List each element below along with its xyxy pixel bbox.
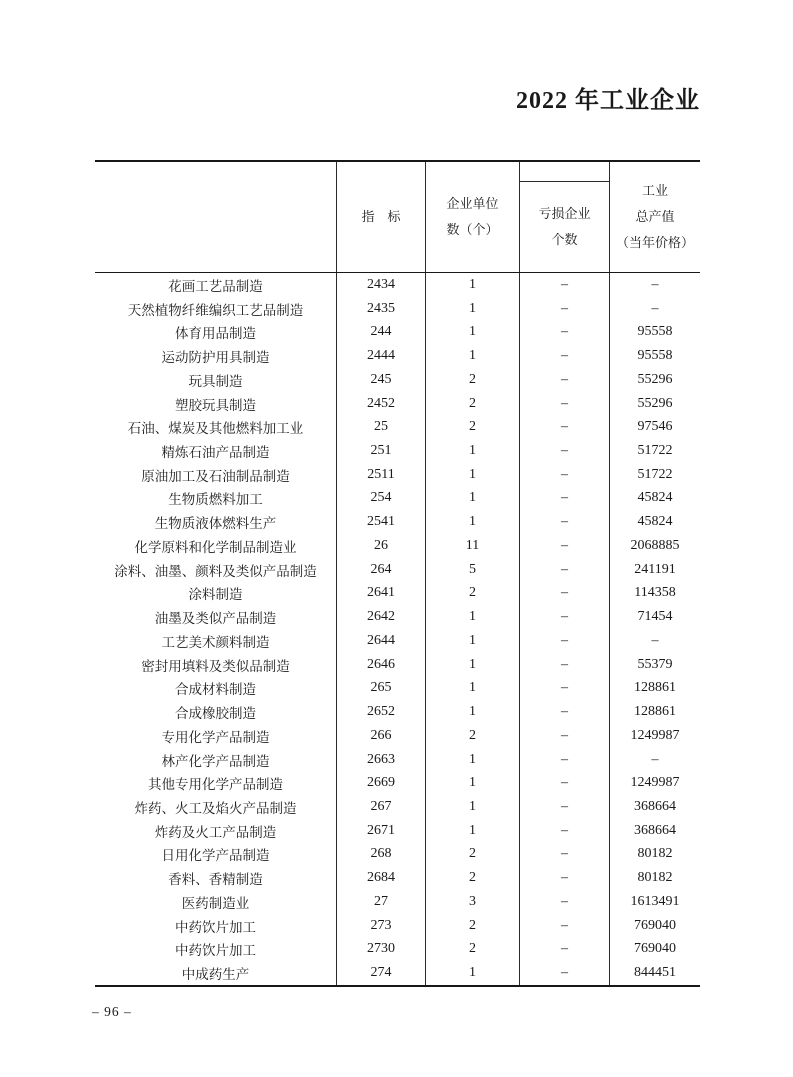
cell-gross-output: 769040	[634, 917, 676, 933]
table-row	[95, 534, 700, 558]
cell-indicator-code: 266	[337, 724, 426, 748]
cell-enterprise-units: 1	[426, 510, 520, 534]
cell-enterprise-units: 1	[426, 676, 520, 700]
table-row	[95, 510, 700, 534]
cell-indicator-code: 2646	[337, 653, 426, 677]
header-indicator-label: 指 标	[361, 209, 401, 224]
table-row	[95, 463, 700, 487]
table-row	[95, 819, 700, 843]
cell-enterprise-units: 2	[426, 415, 520, 439]
cell-enterprise-units: 2	[426, 938, 520, 962]
cell-indicator-code: 2669	[337, 771, 426, 795]
table-row	[95, 439, 700, 463]
cell-gross-output: 55379	[637, 656, 673, 672]
page-number: – 96 –	[92, 1004, 132, 1019]
header-loss-line1: 亏损企业	[538, 206, 591, 221]
cell-indicator-code: 268	[337, 843, 426, 867]
cell-enterprise-units: 1	[426, 771, 520, 795]
cell-industry-name: 工艺美术颜料制造	[95, 629, 337, 653]
cell-loss-enterprises: –	[520, 795, 610, 819]
cell-gross-output: 80182	[637, 870, 673, 886]
cell-industry-name: 中药饮片加工	[95, 914, 337, 938]
cell-indicator-code: 2663	[337, 748, 426, 772]
cell-industry-name: 涂料、油墨、颜料及类似产品制造	[95, 558, 337, 582]
cell-industry-name: 玩具制造	[95, 368, 337, 392]
table-row	[95, 914, 700, 938]
cell-loss-enterprises: –	[520, 415, 610, 439]
cell-loss-enterprises: –	[520, 368, 610, 392]
cell-industry-name: 专用化学产品制造	[95, 724, 337, 748]
cell-industry-name: 日用化学产品制造	[95, 843, 337, 867]
cell-gross-output: 45824	[637, 514, 673, 530]
header-loss-label	[538, 182, 590, 272]
cell-loss-enterprises: –	[520, 320, 610, 344]
cell-industry-name: 香料、香精制造	[95, 866, 337, 890]
cell-loss-enterprises: –	[520, 700, 610, 724]
cell-industry-name: 涂料制造	[95, 582, 337, 606]
cell-indicator-code: 25	[337, 415, 426, 439]
header-loss-enterprises	[520, 162, 610, 272]
cell-indicator-code: 2652	[337, 700, 426, 724]
cell-industry-name: 合成橡胶制造	[95, 700, 337, 724]
cell-indicator-code: 2644	[337, 629, 426, 653]
cell-industry-name: 炸药、火工及焰火产品制造	[95, 795, 337, 819]
cell-industry-name: 原油加工及石油制品制造	[95, 463, 337, 487]
cell-industry-name: 医药制造业	[95, 890, 337, 914]
cell-gross-output: 128861	[634, 704, 676, 720]
cell-indicator-code: 251	[337, 439, 426, 463]
cell-industry-name: 生物质燃料加工	[95, 487, 337, 511]
cell-gross-output: 769040	[634, 941, 676, 957]
page-title: 2022 年工业企业	[516, 88, 700, 114]
cell-loss-enterprises: –	[520, 510, 610, 534]
cell-enterprise-units: 2	[426, 843, 520, 867]
cell-gross-output: 45824	[637, 490, 673, 506]
cell-loss-enterprises: –	[520, 558, 610, 582]
table-body	[95, 273, 700, 985]
cell-industry-name: 油墨及类似产品制造	[95, 605, 337, 629]
cell-indicator-code: 267	[337, 795, 426, 819]
cell-gross-output: 1249987	[630, 775, 680, 791]
cell-loss-enterprises: –	[520, 914, 610, 938]
table-row	[95, 605, 700, 629]
table-row	[95, 320, 700, 344]
cell-enterprise-units: 1	[426, 629, 520, 653]
cell-indicator-code: 2435	[337, 297, 426, 321]
cell-gross-output: 368664	[634, 822, 676, 838]
cell-gross-output: 55296	[637, 371, 673, 387]
table-row	[95, 771, 700, 795]
header-units-line2: 数（个）	[446, 222, 499, 237]
table-row	[95, 629, 700, 653]
cell-indicator-code: 265	[337, 676, 426, 700]
cell-enterprise-units: 1	[426, 487, 520, 511]
cell-industry-name: 天然植物纤维编织工艺品制造	[95, 297, 337, 321]
cell-industry-name: 炸药及火工产品制造	[95, 819, 337, 843]
cell-loss-enterprises: –	[520, 582, 610, 606]
cell-industry-name: 合成材料制造	[95, 676, 337, 700]
cell-enterprise-units: 1	[426, 795, 520, 819]
cell-enterprise-units: 2	[426, 914, 520, 938]
cell-gross-output: 2068885	[630, 537, 680, 553]
cell-industry-name: 化学原料和化学制品制造业	[95, 534, 337, 558]
cell-indicator-code: 2730	[337, 938, 426, 962]
cell-gross-output: –	[651, 276, 659, 292]
cell-industry-name: 花画工艺品制造	[95, 273, 337, 297]
cell-enterprise-units: 2	[426, 582, 520, 606]
table-row	[95, 558, 700, 582]
table-row	[95, 795, 700, 819]
cell-gross-output: –	[651, 300, 659, 316]
cell-gross-output: 97546	[637, 419, 673, 435]
industry-statistics-table	[95, 160, 700, 987]
table-row	[95, 724, 700, 748]
cell-enterprise-units: 1	[426, 297, 520, 321]
cell-indicator-code: 2642	[337, 605, 426, 629]
cell-gross-output: 51722	[637, 466, 673, 482]
cell-loss-enterprises: –	[520, 866, 610, 890]
cell-loss-enterprises: –	[520, 297, 610, 321]
table-row	[95, 392, 700, 416]
cell-indicator-code: 2434	[337, 273, 426, 297]
cell-industry-name: 体育用品制造	[95, 320, 337, 344]
cell-enterprise-units: 1	[426, 320, 520, 344]
cell-loss-enterprises: –	[520, 676, 610, 700]
cell-enterprise-units: 1	[426, 439, 520, 463]
cell-loss-enterprises: –	[520, 534, 610, 558]
cell-gross-output: 1249987	[630, 727, 680, 743]
cell-indicator-code: 273	[337, 914, 426, 938]
cell-loss-enterprises: –	[520, 938, 610, 962]
cell-enterprise-units: 2	[426, 392, 520, 416]
cell-indicator-code: 26	[337, 534, 426, 558]
cell-loss-enterprises: –	[520, 605, 610, 629]
cell-industry-name: 中药饮片加工	[95, 938, 337, 962]
table-header	[95, 162, 700, 273]
cell-enterprise-units: 1	[426, 273, 520, 297]
cell-enterprise-units: 2	[426, 368, 520, 392]
cell-enterprise-units: 5	[426, 558, 520, 582]
table-row	[95, 344, 700, 368]
cell-indicator-code: 244	[337, 320, 426, 344]
table-row	[95, 748, 700, 772]
cell-gross-output: 51722	[637, 443, 673, 458]
cell-indicator-code: 2541	[337, 510, 426, 534]
cell-gross-output: 241191	[634, 561, 676, 577]
table-row	[95, 890, 700, 914]
cell-indicator-code: 2511	[337, 463, 426, 487]
cell-loss-enterprises: –	[520, 961, 610, 985]
cell-loss-enterprises: –	[520, 463, 610, 487]
cell-enterprise-units: 1	[426, 748, 520, 772]
header-output-line1: 工业	[641, 183, 668, 198]
cell-enterprise-units: 1	[426, 463, 520, 487]
cell-gross-output: 71454	[637, 609, 673, 625]
cell-loss-enterprises: –	[520, 273, 610, 297]
cell-gross-output: 95558	[637, 324, 673, 340]
cell-gross-output: 55296	[637, 395, 673, 411]
cell-industry-name: 生物质液体燃料生产	[95, 510, 337, 534]
header-output-line2: 总产值	[635, 209, 675, 224]
cell-loss-enterprises: –	[520, 629, 610, 653]
cell-enterprise-units: 1	[426, 605, 520, 629]
cell-loss-enterprises: –	[520, 771, 610, 795]
cell-indicator-code: 254	[337, 487, 426, 511]
cell-enterprise-units: 1	[426, 961, 520, 985]
cell-industry-name: 塑胶玩具制造	[95, 392, 337, 416]
cell-enterprise-units: 1	[426, 344, 520, 368]
cell-loss-enterprises: –	[520, 724, 610, 748]
table-row	[95, 676, 700, 700]
table-row	[95, 866, 700, 890]
header-indicator	[337, 162, 426, 272]
cell-gross-output: 95558	[637, 348, 673, 364]
cell-enterprise-units: 2	[426, 724, 520, 748]
cell-gross-output: –	[651, 632, 659, 648]
table-row	[95, 700, 700, 724]
cell-indicator-code: 2444	[337, 344, 426, 368]
cell-industry-name: 运动防护用具制造	[95, 344, 337, 368]
cell-gross-output: –	[651, 751, 659, 767]
cell-indicator-code: 2671	[337, 819, 426, 843]
cell-enterprise-units: 1	[426, 653, 520, 677]
cell-industry-name: 其他专用化学产品制造	[95, 771, 337, 795]
cell-loss-enterprises: –	[520, 653, 610, 677]
cell-enterprise-units: 1	[426, 819, 520, 843]
cell-enterprise-units: 11	[426, 534, 520, 558]
cell-loss-enterprises: –	[520, 439, 610, 463]
header-units-line1: 企业单位	[446, 196, 499, 211]
table-row	[95, 653, 700, 677]
cell-indicator-code: 2452	[337, 392, 426, 416]
header-category	[95, 162, 337, 272]
table-row	[95, 843, 700, 867]
cell-industry-name: 中成药生产	[95, 961, 337, 985]
cell-indicator-code: 2641	[337, 582, 426, 606]
cell-industry-name: 石油、煤炭及其他燃料加工业	[95, 415, 337, 439]
cell-industry-name: 精炼石油产品制造	[95, 439, 337, 463]
table-row	[95, 938, 700, 962]
cell-gross-output: 80182	[637, 846, 673, 862]
table-row	[95, 487, 700, 511]
cell-loss-enterprises: –	[520, 890, 610, 914]
cell-industry-name: 林产化学产品制造	[95, 748, 337, 772]
cell-indicator-code: 27	[337, 890, 426, 914]
cell-loss-enterprises: –	[520, 487, 610, 511]
header-output-line3: （当年价格）	[615, 235, 694, 250]
cell-gross-output: 114358	[634, 585, 676, 601]
cell-enterprise-units: 2	[426, 866, 520, 890]
cell-indicator-code: 2684	[337, 866, 426, 890]
cell-indicator-code: 274	[337, 961, 426, 985]
cell-indicator-code: 264	[337, 558, 426, 582]
header-loss-empty-subcell	[520, 162, 609, 182]
table-row	[95, 273, 700, 297]
header-enterprise-units	[426, 162, 520, 272]
cell-gross-output: 128861	[634, 680, 676, 696]
cell-enterprise-units: 3	[426, 890, 520, 914]
header-loss-line2: 个数	[551, 232, 578, 247]
header-gross-output	[610, 162, 700, 272]
cell-loss-enterprises: –	[520, 843, 610, 867]
table-row	[95, 368, 700, 392]
cell-loss-enterprises: –	[520, 748, 610, 772]
table-row	[95, 582, 700, 606]
cell-industry-name: 密封用填料及类似品制造	[95, 653, 337, 677]
cell-loss-enterprises: –	[520, 819, 610, 843]
table-row	[95, 415, 700, 439]
cell-loss-enterprises: –	[520, 344, 610, 368]
table-row	[95, 961, 700, 985]
cell-enterprise-units: 1	[426, 700, 520, 724]
cell-gross-output: 1613491	[630, 893, 680, 909]
cell-indicator-code: 245	[337, 368, 426, 392]
cell-gross-output: 844451	[634, 965, 676, 981]
cell-gross-output: 368664	[634, 799, 676, 815]
cell-loss-enterprises: –	[520, 392, 610, 416]
table-row	[95, 297, 700, 321]
